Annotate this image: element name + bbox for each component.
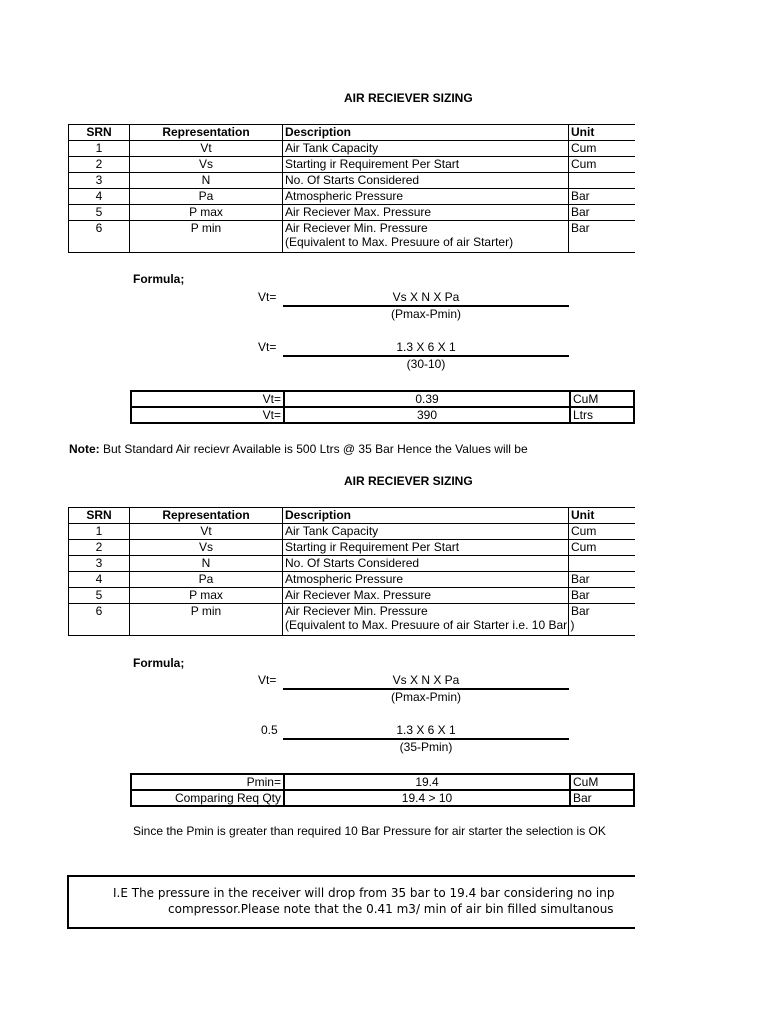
cell-rep: P min bbox=[130, 604, 283, 636]
cell-srn: 5 bbox=[69, 205, 130, 221]
cell-rep: Pa bbox=[130, 572, 283, 588]
result-label: Vt= bbox=[131, 391, 284, 407]
cell-desc-note: (Equivalent to Max. Presuure of air Starter) bbox=[285, 235, 514, 249]
cell-desc-note: (Equivalent to Max. Presuure of air Starter i.e. 10 Bar ) bbox=[285, 618, 575, 632]
cell-srn: 2 bbox=[69, 157, 130, 173]
cell-unit: Cum bbox=[569, 157, 635, 173]
cell-rep: Vt bbox=[130, 524, 283, 540]
cell-desc: Atmospheric Pressure bbox=[283, 572, 569, 588]
formula-numerator: 1.3 X 6 X 1 bbox=[396, 340, 456, 354]
cell-unit: Bar bbox=[569, 572, 635, 588]
cell-rep: Vs bbox=[130, 540, 283, 556]
cell-desc-multiline bbox=[283, 221, 569, 253]
table-row bbox=[69, 173, 635, 189]
header-unit: Unit bbox=[569, 508, 635, 524]
table-row bbox=[69, 588, 635, 604]
result-unit: CuM bbox=[570, 774, 634, 790]
cell-unit: Cum bbox=[569, 524, 635, 540]
cell-rep: Vs bbox=[130, 157, 283, 173]
table-row bbox=[69, 604, 635, 636]
formula-denominator: (35-Pmin) bbox=[399, 740, 453, 754]
result-value: 19.4 bbox=[284, 774, 570, 790]
section1-formula-label: Formula; bbox=[133, 272, 185, 286]
table-row bbox=[69, 524, 635, 540]
result-unit: Ltrs bbox=[570, 407, 634, 423]
cell-unit: Cum bbox=[569, 540, 635, 556]
table-row bbox=[69, 556, 635, 572]
cell-desc: Atmospheric Pressure bbox=[283, 189, 569, 205]
header-srn: SRN bbox=[69, 508, 130, 524]
cell-desc: Starting ir Requirement Per Start bbox=[283, 157, 569, 173]
table-row bbox=[69, 572, 635, 588]
footer-line-1: I.E The pressure in the receiver will drop from 35 bar to 19.4 bar considering no inp bbox=[113, 886, 615, 900]
conclusion-text: Since the Pmin is greater than required 10 Bar Pressure for air starter the selection is OK bbox=[133, 824, 606, 838]
note-text bbox=[69, 442, 528, 456]
table-row bbox=[69, 221, 635, 253]
cell-unit: Cum bbox=[569, 141, 635, 157]
cell-rep: N bbox=[130, 556, 283, 572]
result-label: Pmin= bbox=[131, 774, 284, 790]
cell-desc: Air Reciever Max. Pressure bbox=[283, 588, 569, 604]
formula-denominator: (Pmax-Pmin) bbox=[390, 307, 461, 321]
table-row bbox=[69, 540, 635, 556]
table-row bbox=[131, 407, 634, 423]
cell-unit bbox=[569, 173, 635, 189]
footer-note-box bbox=[67, 875, 635, 929]
cell-desc: Air Reciever Min. Pressure bbox=[285, 604, 428, 618]
formula-lhs: Vt= bbox=[258, 673, 277, 687]
cell-rep: P min bbox=[130, 221, 283, 253]
cell-unit: Bar bbox=[569, 604, 635, 636]
formula-lhs: Vt= bbox=[258, 340, 277, 354]
table-row bbox=[131, 391, 634, 407]
result-value: 19.4 > 10 bbox=[284, 790, 570, 806]
cell-rep: N bbox=[130, 173, 283, 189]
table-header-row bbox=[69, 125, 635, 141]
table-row bbox=[69, 205, 635, 221]
cell-srn: 1 bbox=[69, 141, 130, 157]
cell-srn: 1 bbox=[69, 524, 130, 540]
section1-result-table bbox=[130, 390, 635, 424]
cell-unit: Bar bbox=[569, 221, 635, 253]
cell-desc: Air Tank Capacity bbox=[283, 524, 569, 540]
cell-srn: 2 bbox=[69, 540, 130, 556]
result-value: 390 bbox=[284, 407, 570, 423]
cell-srn: 4 bbox=[69, 572, 130, 588]
formula-numerator: Vs X N X Pa bbox=[392, 673, 460, 687]
note-body: But Standard Air recievr Available is 500 Ltrs @ 35 Bar Hence the Values will be bbox=[99, 442, 528, 456]
cell-srn: 4 bbox=[69, 189, 130, 205]
cell-unit: Bar bbox=[569, 205, 635, 221]
cell-srn: 3 bbox=[69, 173, 130, 189]
result-unit: CuM bbox=[570, 391, 634, 407]
cell-rep: P max bbox=[130, 588, 283, 604]
cell-desc: Air Reciever Min. Pressure bbox=[285, 221, 428, 235]
result-label: Vt= bbox=[131, 407, 284, 423]
header-description: Description bbox=[283, 125, 569, 141]
cell-rep: P max bbox=[130, 205, 283, 221]
cell-desc-multiline bbox=[283, 604, 575, 636]
formula-numerator: Vs X N X Pa bbox=[392, 290, 460, 304]
note-label: Note: bbox=[69, 442, 100, 456]
result-unit: Bar bbox=[570, 790, 634, 806]
section2-result-table bbox=[130, 773, 635, 807]
formula-lhs: Vt= bbox=[258, 290, 277, 304]
section2-title: AIR RECIEVER SIZING bbox=[344, 474, 473, 488]
result-label: Comparing Req Qty bbox=[131, 790, 284, 806]
header-representation: Representation bbox=[130, 508, 283, 524]
table-row bbox=[69, 141, 635, 157]
cell-desc: No. Of Starts Considered bbox=[283, 556, 569, 572]
cell-desc: No. Of Starts Considered bbox=[283, 173, 569, 189]
cell-srn: 6 bbox=[69, 221, 130, 253]
table-row bbox=[131, 774, 634, 790]
cell-unit: Bar bbox=[569, 588, 635, 604]
header-representation: Representation bbox=[130, 125, 283, 141]
cell-desc: Air Tank Capacity bbox=[283, 141, 569, 157]
table-row bbox=[69, 189, 635, 205]
section2-spec-table bbox=[68, 507, 635, 636]
formula-denominator: (Pmax-Pmin) bbox=[390, 690, 461, 704]
cell-srn: 6 bbox=[69, 604, 130, 636]
table-row bbox=[131, 790, 634, 806]
table-row bbox=[69, 157, 635, 173]
cell-desc: Air Reciever Max. Pressure bbox=[283, 205, 569, 221]
cell-desc: Starting ir Requirement Per Start bbox=[283, 540, 569, 556]
cell-srn: 5 bbox=[69, 588, 130, 604]
formula-lhs: 0.5 bbox=[261, 723, 278, 737]
footer-line-2: compressor.Please note that the 0.41 m3/ min of air bin filled simultanous bbox=[168, 902, 614, 916]
formula-numerator: 1.3 X 6 X 1 bbox=[396, 723, 456, 737]
cell-unit: Bar bbox=[569, 189, 635, 205]
header-unit: Unit bbox=[569, 125, 635, 141]
header-srn: SRN bbox=[69, 125, 130, 141]
table-header-row bbox=[69, 508, 635, 524]
formula-denominator: (30-10) bbox=[406, 357, 446, 371]
cell-unit bbox=[569, 556, 635, 572]
cell-rep: Vt bbox=[130, 141, 283, 157]
cell-srn: 3 bbox=[69, 556, 130, 572]
section1-title: AIR RECIEVER SIZING bbox=[344, 91, 473, 105]
result-value: 0.39 bbox=[284, 391, 570, 407]
header-description: Description bbox=[283, 508, 569, 524]
section2-formula-label: Formula; bbox=[133, 656, 185, 670]
cell-rep: Pa bbox=[130, 189, 283, 205]
section1-spec-table bbox=[68, 124, 635, 253]
